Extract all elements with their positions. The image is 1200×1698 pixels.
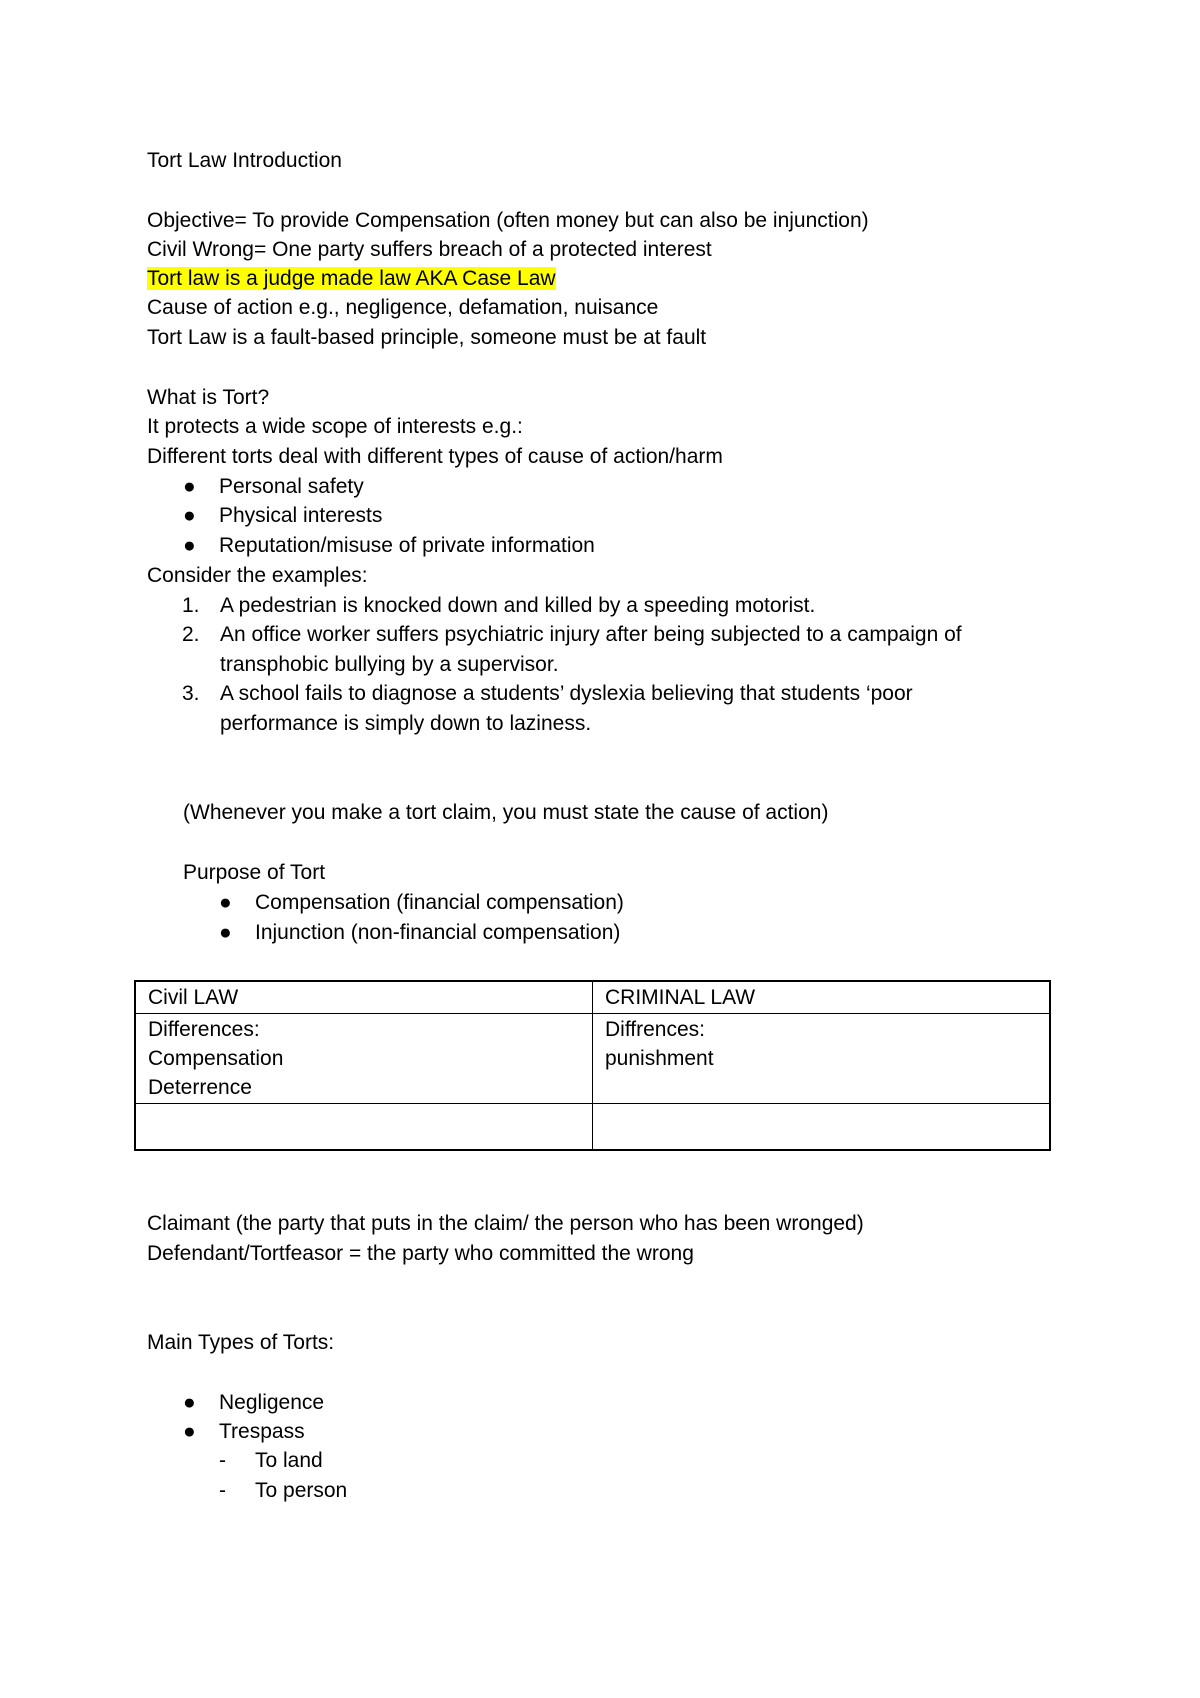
dash-icon: - xyxy=(219,1449,226,1472)
what-is-tort-heading: What is Tort? xyxy=(147,386,270,409)
civil-cell: Differences: Compensation Deterrence xyxy=(135,1014,593,1104)
highlighted-line xyxy=(147,266,556,292)
claimant-line: Claimant (the party that puts in the claim/ the person who has been wronged) xyxy=(147,1212,864,1235)
table-row xyxy=(135,1014,1050,1104)
highlight-text: Tort law is a judge made law AKA Case Law xyxy=(147,267,556,290)
bullet-dot-icon: ● xyxy=(183,534,196,557)
bullet-dot-icon: ● xyxy=(219,921,232,944)
table-row xyxy=(135,1104,1050,1151)
document-page: Tort Law Introduction Objective= To provide Compensation (often money but can also be injunction) Civil Wrong= One party suffers breach of a protected interest Tort law is a judge made law AKA Case Law Cause of action e.g., negligence, defamation, nuisance Tort Law is a fault-based principle, someone must be at fault What is Tort? It protects a wide scope of interests e.g.: Different torts deal with different types of cause of action/harm ● Personal safety ● Physical interests ● Reputation/misuse of private information Consider the examples: 1. A pedestrian is knocked down and killed by a speeding motorist. 2. An office worker suffers psychiatric injury after being subjected to a campaign of transphobic bullying by a supervisor. 3. A school fails to diagnose a students’ dyslexia believing that students ‘poor performance is simply down to laziness. (Whenever you make a tort claim, you must state the cause of action) Purpose of Tort ● Compensation (financial compensation) ● Injunction (non-financial compensation) Civil LAW CRIMINAL LAW Differences: Compensation Deterrence Diffrences: punishment Claimant (the party that puts in the claim/ the person who has been wronged) Defendant/Tortfeasor = the party who committed the wrong Main Types of Torts: ● Negligence ● Trespass - To land - To person xyxy=(0,0,1200,1698)
table-row xyxy=(135,981,1050,1014)
cause-note: (Whenever you make a tort claim, you must state the cause of action) xyxy=(183,801,829,824)
harm-line: Different torts deal with different types of cause of action/harm xyxy=(147,445,723,468)
cause-of-action-line: Cause of action e.g., negligence, defamation, nuisance xyxy=(147,296,659,319)
empty-cell xyxy=(135,1104,593,1151)
empty-cell xyxy=(593,1104,1051,1151)
civil-wrong-line: Civil Wrong= One party suffers breach of a protected interest xyxy=(147,238,712,261)
civil-vs-criminal-table xyxy=(134,980,1051,1151)
objective-line: Objective= To provide Compensation (often money but can also be injunction) xyxy=(147,209,869,232)
main-types-heading: Main Types of Torts: xyxy=(147,1331,335,1354)
scope-line: It protects a wide scope of interests e.g.: xyxy=(147,415,523,438)
bullet-dot-icon: ● xyxy=(183,1391,196,1414)
table-header-civil: Civil LAW xyxy=(135,981,593,1014)
table-header-criminal: CRIMINAL LAW xyxy=(593,981,1051,1014)
purpose-heading: Purpose of Tort xyxy=(183,861,326,884)
bullet-dot-icon: ● xyxy=(219,891,232,914)
criminal-cell: Diffrences: punishment xyxy=(593,1014,1051,1104)
dash-icon: - xyxy=(219,1479,226,1502)
bullet-dot-icon: ● xyxy=(183,1420,196,1443)
doc-title: Tort Law Introduction xyxy=(147,149,342,172)
defendant-line: Defendant/Tortfeasor = the party who committed the wrong xyxy=(147,1242,694,1265)
bullet-dot-icon: ● xyxy=(183,504,196,527)
fault-line: Tort Law is a fault-based principle, someone must be at fault xyxy=(147,326,707,349)
bullet-dot-icon: ● xyxy=(183,475,196,498)
examples-heading: Consider the examples: xyxy=(147,564,368,587)
